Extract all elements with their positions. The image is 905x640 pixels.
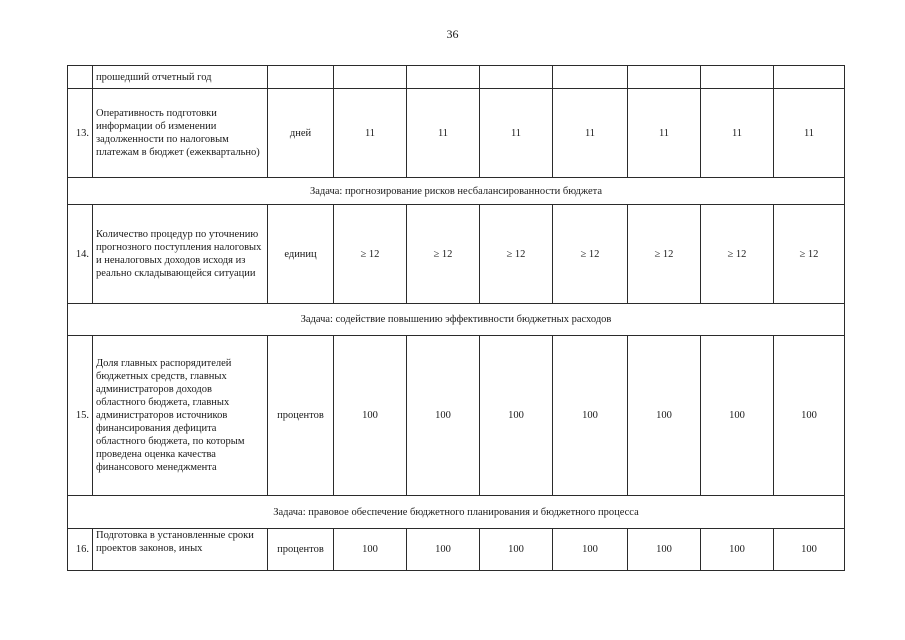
value-cell: 11	[407, 89, 480, 178]
value-cell: 11	[553, 89, 628, 178]
value-cell: 100	[480, 529, 553, 571]
value-cell: ≥ 12	[701, 205, 774, 304]
indicator-name: Количество процедур по уточнению прогнозного поступления налоговых и неналоговых доходов исходя из реально складывающейся ситуации	[93, 205, 268, 304]
value-cell: 100	[628, 336, 701, 496]
value-cell	[553, 66, 628, 89]
value-cell	[480, 66, 553, 89]
value-cell: 100	[774, 336, 845, 496]
indicator-name: Подготовка в установленные сроки проектов законов, иных	[93, 529, 268, 571]
indicator-name: Оперативность подготовки информации об изменении задолженности по налоговым платежам в бюджет (ежеквартально)	[93, 89, 268, 178]
table-body	[68, 66, 845, 571]
row-number: 13.	[68, 89, 93, 178]
unit-cell: процентов	[268, 336, 334, 496]
row-number	[68, 66, 93, 89]
table-row	[68, 336, 845, 496]
indicator-name: прошедший отчетный год	[93, 66, 268, 89]
value-cell: 100	[480, 336, 553, 496]
value-cell: ≥ 12	[553, 205, 628, 304]
value-cell: 100	[553, 336, 628, 496]
row-number: 16.	[68, 529, 93, 571]
indicators-table	[67, 65, 845, 571]
value-cell: 100	[701, 529, 774, 571]
value-cell: 11	[774, 89, 845, 178]
unit-cell: процентов	[268, 529, 334, 571]
value-cell	[628, 66, 701, 89]
value-cell: 100	[334, 529, 407, 571]
value-cell	[334, 66, 407, 89]
table-row	[68, 89, 845, 178]
value-cell: 100	[628, 529, 701, 571]
table-row	[68, 529, 845, 571]
value-cell: ≥ 12	[480, 205, 553, 304]
value-cell: 11	[628, 89, 701, 178]
task-row	[68, 496, 845, 529]
value-cell: 100	[701, 336, 774, 496]
value-cell: 100	[553, 529, 628, 571]
page-number: 36	[446, 27, 459, 41]
row-number: 15.	[68, 336, 93, 496]
value-cell: ≥ 12	[334, 205, 407, 304]
task-heading: Задача: содействие повышению эффективности бюджетных расходов	[68, 304, 845, 336]
task-heading: Задача: прогнозирование рисков несбалансированности бюджета	[68, 178, 845, 205]
task-row	[68, 178, 845, 205]
value-cell: 100	[774, 529, 845, 571]
task-row	[68, 304, 845, 336]
value-cell: 11	[701, 89, 774, 178]
value-cell: ≥ 12	[407, 205, 480, 304]
task-heading: Задача: правовое обеспечение бюджетного планирования и бюджетного процесса	[68, 496, 845, 529]
unit-cell	[268, 66, 334, 89]
value-cell: 100	[407, 529, 480, 571]
value-cell: ≥ 12	[628, 205, 701, 304]
value-cell: ≥ 12	[774, 205, 845, 304]
value-cell: 100	[407, 336, 480, 496]
table-row	[68, 66, 845, 89]
value-cell	[701, 66, 774, 89]
value-cell: 100	[334, 336, 407, 496]
value-cell: 11	[334, 89, 407, 178]
unit-cell: дней	[268, 89, 334, 178]
value-cell	[407, 66, 480, 89]
row-number: 14.	[68, 205, 93, 304]
unit-cell: единиц	[268, 205, 334, 304]
value-cell: 11	[480, 89, 553, 178]
value-cell	[774, 66, 845, 89]
indicator-name: Доля главных распорядителей бюджетных средств, главных администраторов доходов областного бюджета, главных администраторов источников финансирования дефицита областного бюджета, по которым проведена оценка качества финансового менеджмента	[93, 336, 268, 496]
table-row	[68, 205, 845, 304]
